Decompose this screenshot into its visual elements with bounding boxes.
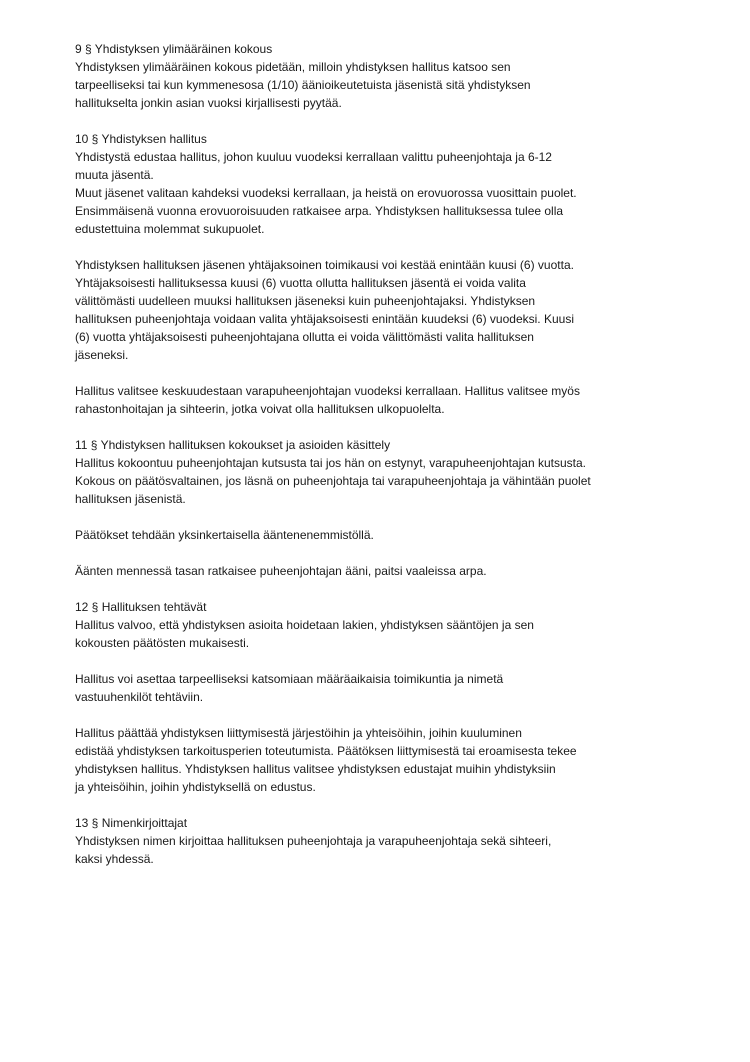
- text-line: Ensimmäisenä vuonna erovuoroisuuden ratkaisee arpa. Yhdistyksen hallituksessa tulee olla: [75, 204, 564, 218]
- text-line: muuta jäsentä.: [75, 168, 154, 182]
- text-line: (6) vuotta yhtäjaksoisesti puheenjohtajana ollutta ei voida välittömästi valita hallituksen: [75, 330, 534, 344]
- text-line: Hallitus kokoontuu puheenjohtajan kutsusta tai jos hän on estynyt, varapuheenjohtajan kutsusta.: [75, 456, 587, 470]
- text-line: Muut jäsenet valitaan kahdeksi vuodeksi kerrallaan, ja heistä on erovuorossa vuosittain puolet.: [75, 186, 577, 200]
- paragraph-gap: [75, 580, 615, 598]
- text-line: ja yhteisöihin, joihin yhdistyksellä on edustus.: [75, 780, 316, 794]
- paragraph-gap: [75, 418, 615, 436]
- text-line: yhdistyksen hallitus. Yhdistyksen hallitus valitsee yhdistyksen edustajat muihin yhdistyksiin: [75, 762, 556, 776]
- text-line: hallituksen jäsenistä.: [75, 492, 186, 506]
- paragraph-gap: [75, 508, 615, 526]
- text-line: 12 § Hallituksen tehtävät: [75, 600, 207, 614]
- paragraph-gap: [75, 652, 615, 670]
- text-line: vastuuhenkilöt tehtäviin.: [75, 690, 204, 704]
- text-line: Yhdistyksen hallituksen jäsenen yhtäjaksoinen toimikausi voi kestää enintään kuusi (6) vuotta.: [75, 258, 574, 272]
- paragraph-gap: [75, 796, 615, 814]
- text-line: 13 § Nimenkirjoittajat: [75, 816, 188, 830]
- text-line: edistää yhdistyksen tarkoitusperien toteutumista. Päätöksen liittymisestä tai eroamisesta tekee: [75, 744, 577, 758]
- text-line: Hallitus voi asettaa tarpeelliseksi katsomiaan määräaikaisia toimikuntia ja nimetä: [75, 672, 504, 686]
- text-line: välittömästi uudelleen muuksi hallituksen jäseneksi kuin puheenjohtajaksi. Yhdistyksen: [75, 294, 536, 308]
- text-line: 9 § Yhdistyksen ylimääräinen kokous: [75, 42, 273, 56]
- text-line: Yhdistyksen nimen kirjoittaa hallituksen puheenjohtaja ja varapuheenjohtaja sekä sihteeri,: [75, 834, 552, 848]
- document-page: [75, 40, 615, 868]
- text-line: tarpeelliseksi tai kun kymmenesosa (1/10) äänioikeutetuista jäsenistä sitä yhdistyksen: [75, 78, 531, 92]
- text-line: 11 § Yhdistyksen hallituksen kokoukset ja asioiden käsittely: [75, 438, 391, 452]
- text-line: Äänten mennessä tasan ratkaisee puheenjohtajan ääni, paitsi vaaleissa arpa.: [75, 564, 487, 578]
- text-line: kokousten päätösten mukaisesti.: [75, 636, 250, 650]
- paragraph-gap: [75, 364, 615, 382]
- text-line: Yhdistyksen ylimääräinen kokous pidetään, milloin yhdistyksen hallitus katsoo sen: [75, 60, 511, 74]
- paragraph-gap: [75, 544, 615, 562]
- text-line: hallitukselta jonkin asian vuoksi kirjallisesti pyytää.: [75, 96, 342, 110]
- text-line: Hallitus valvoo, että yhdistyksen asioita hoidetaan lakien, yhdistyksen sääntöjen ja sen: [75, 618, 534, 632]
- text-line: rahastonhoitajan ja sihteerin, jotka voivat olla hallituksen ulkopuolelta.: [75, 402, 445, 416]
- paragraph-gap: [75, 706, 615, 724]
- text-line: Yhdistystä edustaa hallitus, johon kuuluu vuodeksi kerrallaan valittu puheenjohtaja ja 6-12: [75, 150, 552, 164]
- text-line: Yhtäjaksoisesti hallituksessa kuusi (6) vuotta ollutta hallituksen jäsentä ei voida valita: [75, 276, 526, 290]
- text-line: kaksi yhdessä.: [75, 852, 154, 866]
- text-line: 10 § Yhdistyksen hallitus: [75, 132, 207, 146]
- paragraph-gap: [75, 112, 615, 130]
- paragraph-gap: [75, 238, 615, 256]
- text-line: Hallitus päättää yhdistyksen liittymisestä järjestöihin ja yhteisöihin, joihin kuuluminen: [75, 726, 522, 740]
- text-line: Päätökset tehdään yksinkertaisella ääntenenemmistöllä.: [75, 528, 374, 542]
- text-line: edustettuina molemmat sukupuolet.: [75, 222, 265, 236]
- text-line: Hallitus valitsee keskuudestaan varapuheenjohtajan vuodeksi kerrallaan. Hallitus valitsee myös: [75, 384, 580, 398]
- text-line: jäseneksi.: [75, 348, 129, 362]
- text-line: Kokous on päätösvaltainen, jos läsnä on puheenjohtaja tai varapuheenjohtaja ja vähintään puolet: [75, 474, 591, 488]
- text-line: hallituksen puheenjohtaja voidaan valita yhtäjaksoisesti enintään kuudeksi (6) vuodeksi. Kuusi: [75, 312, 574, 326]
